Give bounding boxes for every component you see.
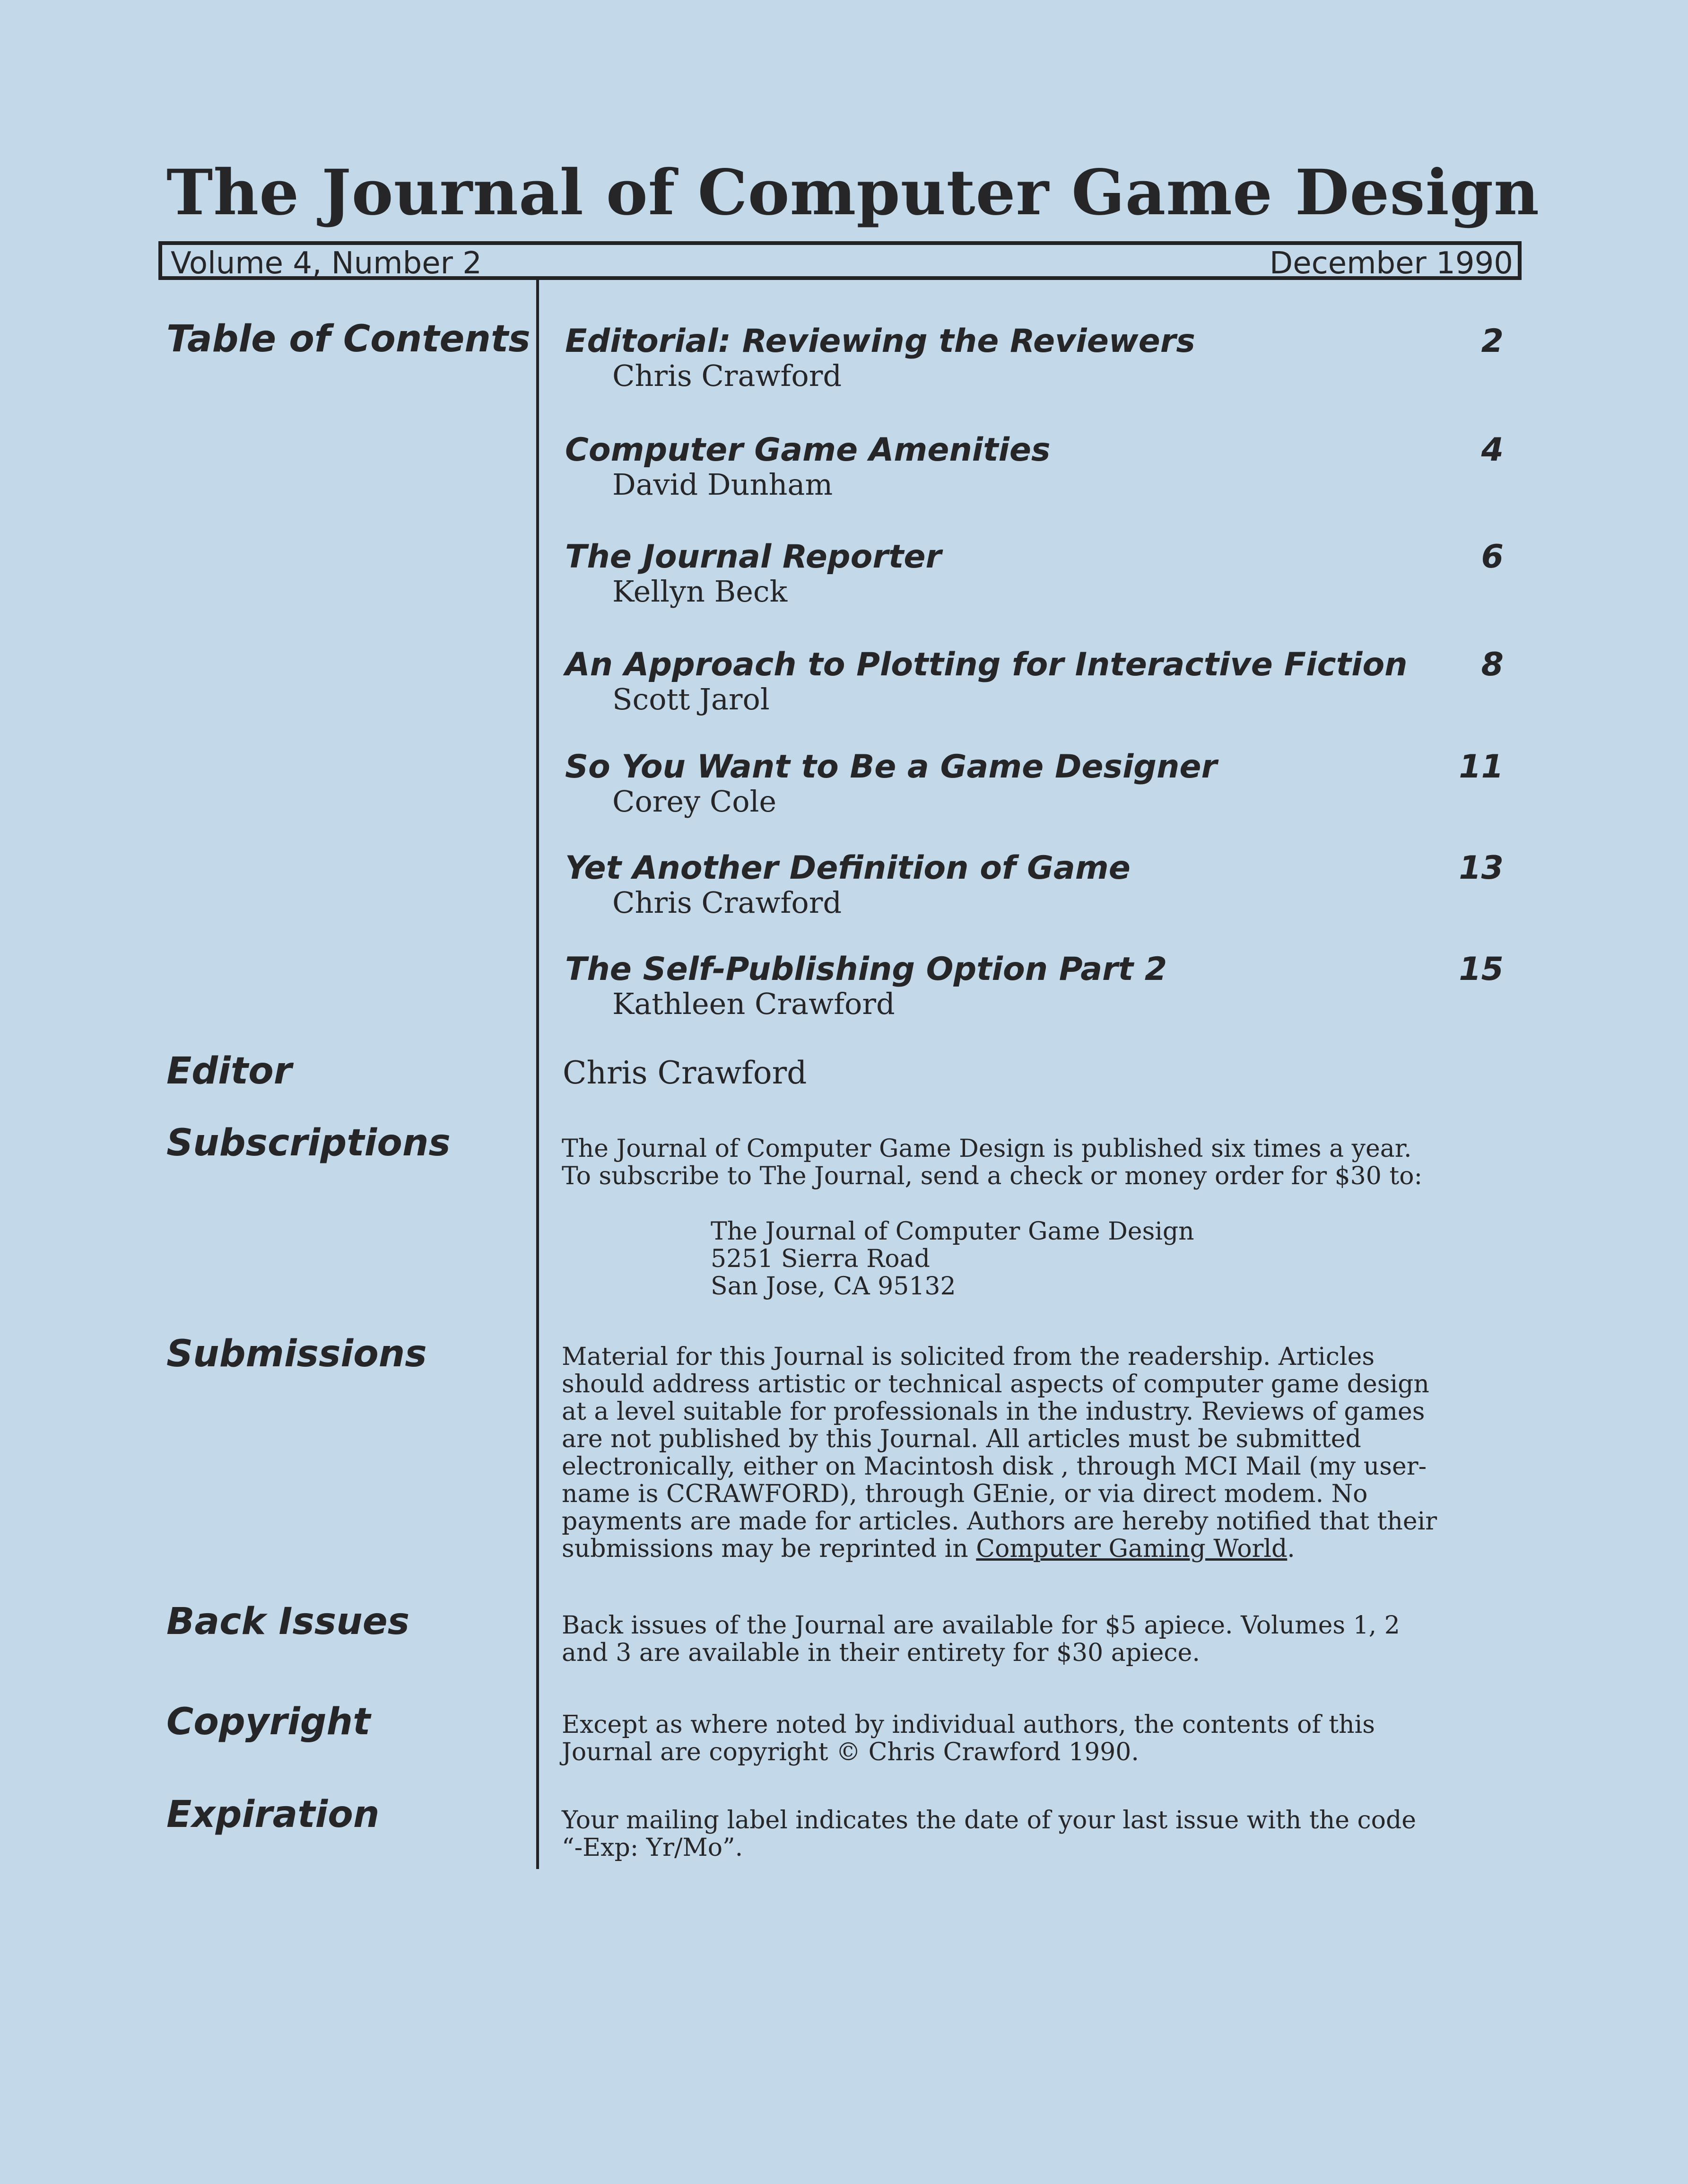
copyright-line: Except as where noted by individual authors, the contents of this bbox=[562, 1711, 1375, 1739]
toc-entry-title[interactable]: Yet Another Definition of Game bbox=[565, 849, 1131, 887]
submissions-label: Submissions bbox=[166, 1333, 427, 1375]
subscriptions-line: The Journal of Computer Game Design is published six times a year. bbox=[562, 1135, 1412, 1163]
copyright-text bbox=[562, 1711, 1375, 1766]
back-issues-text bbox=[562, 1612, 1400, 1667]
submissions-line bbox=[562, 1535, 1437, 1563]
expiration-label: Expiration bbox=[166, 1793, 380, 1836]
toc-entry-author: Chris Crawford bbox=[612, 358, 842, 393]
toc-entry-page: 15 bbox=[1459, 951, 1504, 988]
copyright-label: Copyright bbox=[166, 1701, 371, 1743]
submissions-line: payments are made for articles. Authors are hereby notified that their bbox=[562, 1507, 1437, 1536]
toc-entry-title[interactable]: So You Want to Be a Game Designer bbox=[565, 748, 1218, 786]
computer-gaming-world-title: Computer Gaming World bbox=[976, 1535, 1288, 1563]
issue-bar bbox=[158, 241, 1522, 280]
submissions-line: should address artistic or technical aspects of computer game design bbox=[562, 1370, 1429, 1398]
journal-title: The Journal of Computer Game Design bbox=[166, 156, 1540, 229]
editor-name: Chris Crawford bbox=[563, 1055, 807, 1091]
toc-entry-page: 2 bbox=[1481, 323, 1504, 360]
toc-entry-author: Kathleen Crawford bbox=[612, 987, 895, 1021]
toc-entry-author: Corey Cole bbox=[612, 784, 777, 819]
column-divider bbox=[536, 280, 539, 1869]
submissions-line: name is CCRAWFORD), through GEnie, or via direct modem. No bbox=[562, 1480, 1368, 1508]
toc-entry-page: 4 bbox=[1481, 431, 1504, 469]
submissions-line-suffix: . bbox=[1287, 1535, 1295, 1563]
submissions-text bbox=[562, 1343, 1437, 1563]
toc-entry-author: David Dunham bbox=[612, 467, 833, 502]
subscription-address bbox=[711, 1218, 1194, 1300]
submissions-line: are not published by this Journal. All articles must be submitted bbox=[562, 1425, 1361, 1453]
toc-entry-page: 6 bbox=[1481, 538, 1504, 576]
submissions-line-prefix: submissions may be reprinted in bbox=[562, 1535, 976, 1563]
submissions-line: at a level suitable for professionals in the industry. Reviews of games bbox=[562, 1398, 1425, 1426]
back-issues-line: and 3 are available in their entirety for $30 apiece. bbox=[562, 1639, 1200, 1667]
expiration-line: “-Exp: Yr/Mo”. bbox=[562, 1834, 743, 1862]
toc-entry-title[interactable]: The Self-Publishing Option Part 2 bbox=[565, 951, 1167, 988]
subscriptions-line: To subscribe to The Journal, send a check or money order for $30 to: bbox=[562, 1162, 1423, 1190]
toc-entry-author: Scott Jarol bbox=[612, 682, 770, 716]
back-issues-line: Back issues of the Journal are available for $5 apiece. Volumes 1, 2 bbox=[562, 1611, 1400, 1640]
toc-entry-title[interactable]: Editorial: Reviewing the Reviewers bbox=[565, 323, 1195, 360]
toc-entry-page: 8 bbox=[1481, 646, 1504, 683]
subscriptions-label: Subscriptions bbox=[166, 1122, 451, 1164]
toc-entry-title[interactable]: Computer Game Amenities bbox=[565, 431, 1051, 469]
submissions-line: electronically, either on Macintosh disk , through MCI Mail (my user- bbox=[562, 1452, 1427, 1481]
expiration-text bbox=[562, 1807, 1416, 1861]
toc-entry-author: Kellyn Beck bbox=[612, 574, 788, 609]
editor-label: Editor bbox=[166, 1050, 292, 1092]
address-line: The Journal of Computer Game Design bbox=[711, 1217, 1194, 1246]
toc-label: Table of Contents bbox=[166, 318, 531, 360]
address-line: San Jose, CA 95132 bbox=[711, 1272, 956, 1301]
address-line: 5251 Sierra Road bbox=[711, 1245, 930, 1273]
back-issues-label: Back Issues bbox=[166, 1600, 410, 1643]
toc-entry-author: Chris Crawford bbox=[612, 885, 842, 920]
toc-entry-title[interactable]: The Journal Reporter bbox=[565, 538, 942, 576]
subscriptions-text bbox=[562, 1135, 1422, 1190]
submissions-line: Material for this Journal is solicited from the readership. Articles bbox=[562, 1343, 1375, 1371]
toc-entry-page: 13 bbox=[1459, 849, 1504, 887]
copyright-line: Journal are copyright © Chris Crawford 1990. bbox=[562, 1738, 1139, 1766]
toc-entry-page: 11 bbox=[1459, 748, 1504, 786]
issue-volume: Volume 4, Number 2 bbox=[171, 246, 482, 281]
toc-entry-title[interactable]: An Approach to Plotting for Interactive Fiction bbox=[565, 646, 1408, 683]
issue-date: December 1990 bbox=[1269, 246, 1513, 281]
expiration-line: Your mailing label indicates the date of your last issue with the code bbox=[562, 1806, 1416, 1835]
